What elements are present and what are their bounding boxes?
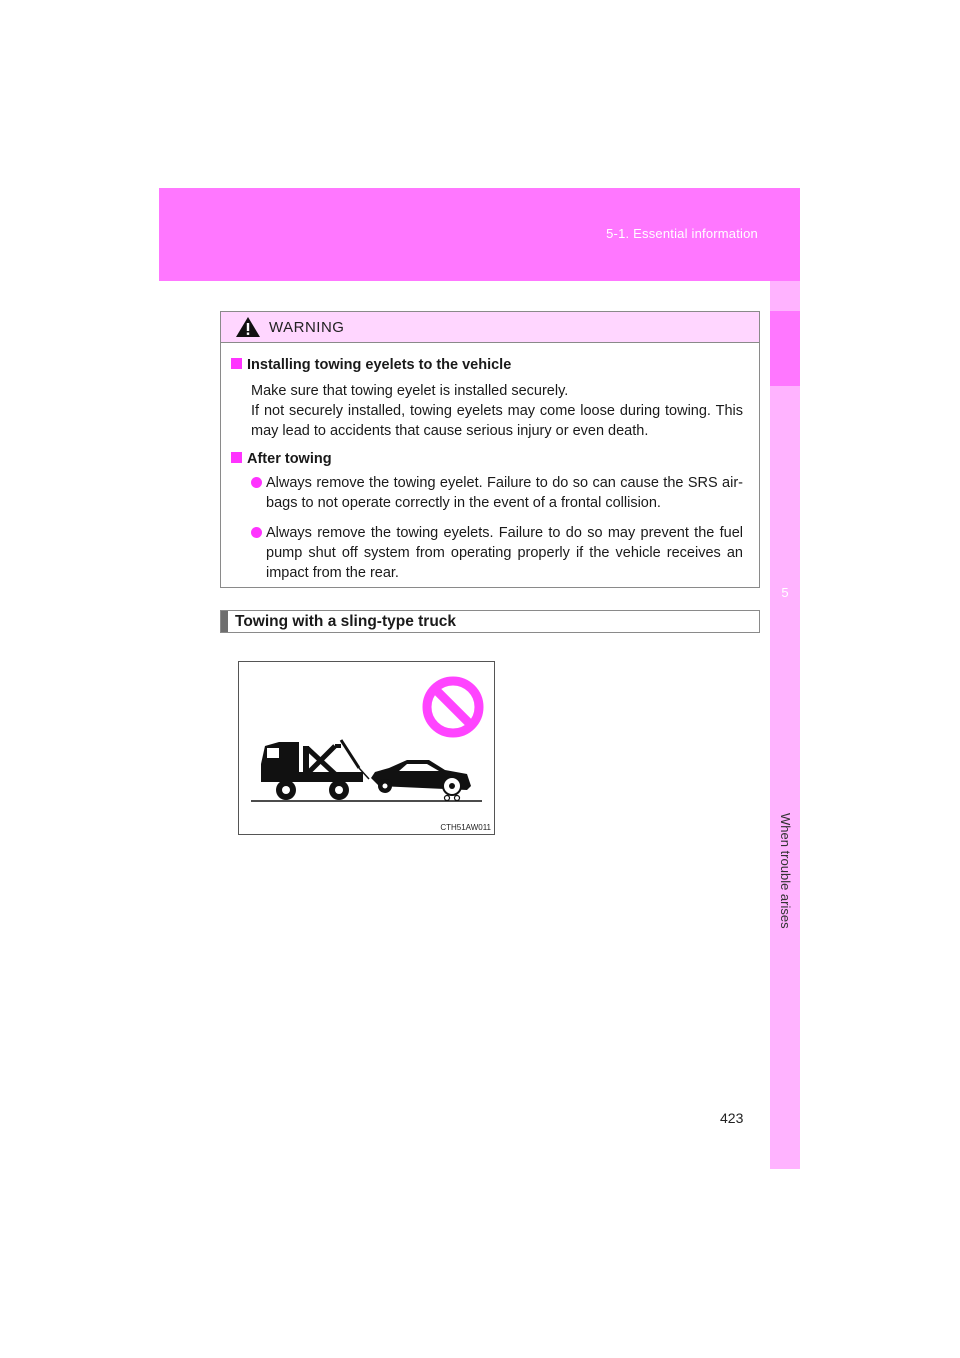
page-number: 423: [720, 1110, 744, 1126]
side-tab: [770, 281, 800, 1169]
section-heading-bar: [221, 611, 228, 632]
warning-body: [221, 343, 759, 583]
side-tab-label: When trouble arises: [778, 813, 793, 929]
side-tab-number: 5: [781, 585, 789, 600]
warning-section-heading: Installing towing eyelets to the vehicle: [231, 355, 743, 375]
section-heading: [220, 610, 760, 633]
circle-bullet-icon: [251, 527, 262, 538]
prohibited-icon: [427, 681, 479, 733]
warning-section-heading: After towing: [231, 449, 743, 469]
towing-illustration: [238, 661, 495, 835]
tow-truck-icon: [261, 740, 369, 800]
warning-paragraph: If not securely installed, towing eyelets may come loose during towing. This may lead to accidents that cause serious injury or even death.: [251, 403, 743, 439]
square-bullet-icon: [231, 358, 242, 369]
section-heading-text: Towing with a sling-type truck: [235, 612, 457, 630]
warning-title: WARNING: [269, 318, 345, 336]
header-band: [159, 188, 800, 281]
warning-header: [221, 312, 759, 343]
warning-box: [220, 311, 760, 588]
towed-car-icon: [371, 760, 471, 801]
side-tab-label-wrap: [776, 281, 794, 1169]
sling-truck-towing-illustration: [239, 662, 494, 834]
list-item: Always remove the towing eyelet. Failure to do so can cause the SRS air-bags to not operate correctly in the event of a frontal collision.: [251, 473, 743, 513]
warning-triangle-icon: [235, 316, 261, 338]
header-section-title: 5-1. Essential information: [606, 226, 758, 241]
circle-bullet-icon: [251, 477, 262, 488]
square-bullet-icon: [231, 452, 242, 463]
warning-paragraph: Make sure that towing eyelet is installed securely.: [251, 383, 569, 399]
list-item: Always remove the towing eyelets. Failure to do so may prevent the fuel pump shut off system from operating properly if the vehicle receives an impact from the rear.: [251, 523, 743, 583]
figure-code: CTH51AW011: [440, 823, 491, 832]
